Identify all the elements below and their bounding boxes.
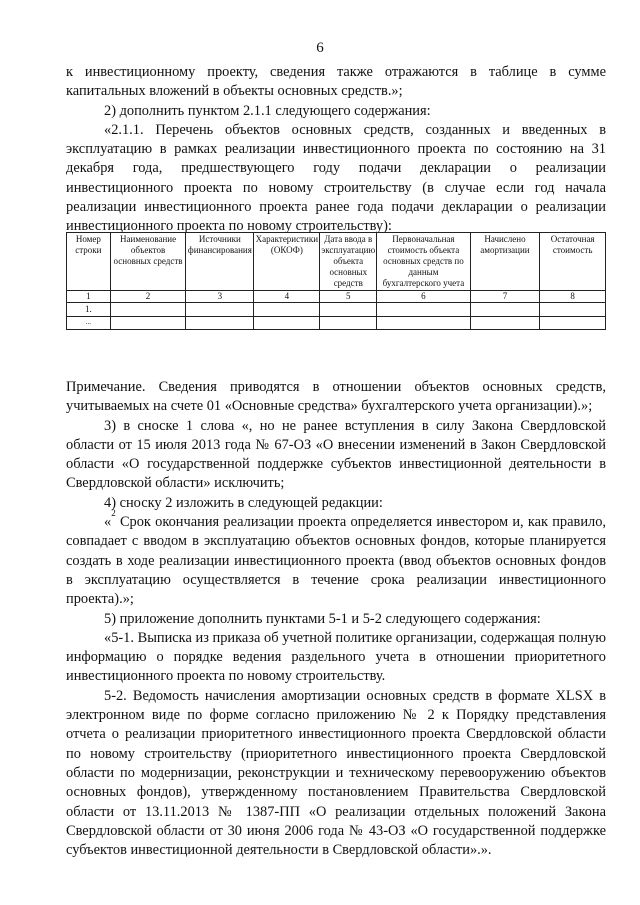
paragraph: к инвестиционному проекту, сведения также отражаются в таблице в сумме капитальных вложений в объекты основных средств.»; <box>66 64 606 100</box>
table-header-cell: Первоначальная стоимость объекта основных средств по данным бухгалтерского учета <box>377 233 470 291</box>
footnote-text: Срок окончания реализации проекта определяется инвестором и, как правило, совпадает с вводом в эксплуатацию объектов основных фондов, которые планируется создать в ходе реализации инвестиционного проекта (ввод объектов основных фондов в эксплуатацию осуществляется в течение срока реализации инвестиционного проекта).»; <box>66 514 606 608</box>
column-number-cell: 7 <box>470 291 540 303</box>
footnote-open-quote: « <box>104 514 112 531</box>
table-header-cell: Характеристики (ОКОФ) <box>254 233 320 291</box>
paragraph: Примечание. Сведения приводятся в отношении объектов основных средств, учитываемых на счете 01 «Основные средства» бухгалтерского учета организации).»; <box>66 379 606 415</box>
column-number-cell: 4 <box>254 291 320 303</box>
column-number-cell: 5 <box>320 291 377 303</box>
table-header-cell: Номер строки <box>67 233 111 291</box>
table-header-cell: Начислено амортизации <box>470 233 540 291</box>
paragraph: 4) сноску 2 изложить в следующей редакции: <box>104 494 383 511</box>
top-text-block <box>66 63 606 237</box>
paragraph: 3) в сноске 1 слова «, но не ранее вступления в силу Закона Свердловской области от 15 июля 2013 года № 67-ОЗ «О внесении изменений в Закон Свердловской области «О государственной поддержке субъектов инвестиционной деятельности в Свердловской области» исключить; <box>66 417 606 492</box>
column-number-cell: 8 <box>540 291 606 303</box>
paragraph: 5) приложение дополнить пунктами 5-1 и 5-2 следующего содержания: <box>104 610 541 627</box>
table-header-cell: Дата ввода в эксплуатацию объекта основных средств <box>320 233 377 291</box>
table-row <box>67 303 606 317</box>
table-header-cell: Источники финансирования <box>186 233 254 291</box>
paragraph: «5-1. Выписка из приказа об учетной политике организации, содержащая полную информацию о порядке ведения раздельного учета в отношении приоритетного инвестиционного проекта по новому строительству. <box>66 629 606 685</box>
bottom-text-block <box>66 378 606 860</box>
table-header-cell: Наименование объектов основных средств <box>110 233 186 291</box>
footnote-marker: 2 <box>111 508 116 519</box>
table-row <box>67 317 606 330</box>
paragraph: 2) дополнить пунктом 2.1.1 следующего содержания: <box>104 102 431 119</box>
fixed-assets-table <box>66 232 606 330</box>
footnote-paragraph <box>66 508 606 609</box>
column-number-cell: 1 <box>67 291 111 303</box>
page-number: 6 <box>316 40 324 56</box>
column-number-cell: 6 <box>377 291 470 303</box>
column-number-cell: 2 <box>110 291 186 303</box>
row-number-cell: 1. <box>67 303 111 317</box>
paragraph: «2.1.1. Перечень объектов основных средств, созданных и введенных в эксплуатацию в рамках реализации инвестиционного проекта по состоянию на 31 декабря года, предшествующего году подачи декларации о реализации инвестиционного проекта по новому строительству (в случае если год начала реализации инвестиционного проекта ранее года подачи декларации о реализации инвестиционного проекта по новому строительству): <box>66 121 606 235</box>
row-number-cell: ... <box>67 317 111 330</box>
column-number-cell: 3 <box>186 291 254 303</box>
table-header-cell: Остаточная стоимость <box>540 233 606 291</box>
paragraph: 5-2. Ведомость начисления амортизации основных средств в формате XLSX в электронном виде по форме согласно приложению № 2 к Порядку представления отчета о реализации приоритетного инвестиционного проекта Свердловской области по новому строительству (приоритетного инвестиционного проекта Свердловской области по модернизации, реконструкции и техническому перевооружению объектов основных фондов), утвержденному постановлением Правительства Свердловской области от 13.11.2013 № 1387-ПП «О реализации отдельных положений Закона Свердловской области от 30 июня 2006 года № 43-ОЗ «О государственной поддержке субъектов инвестиционной деятельности в Свердловской области».». <box>66 687 606 859</box>
